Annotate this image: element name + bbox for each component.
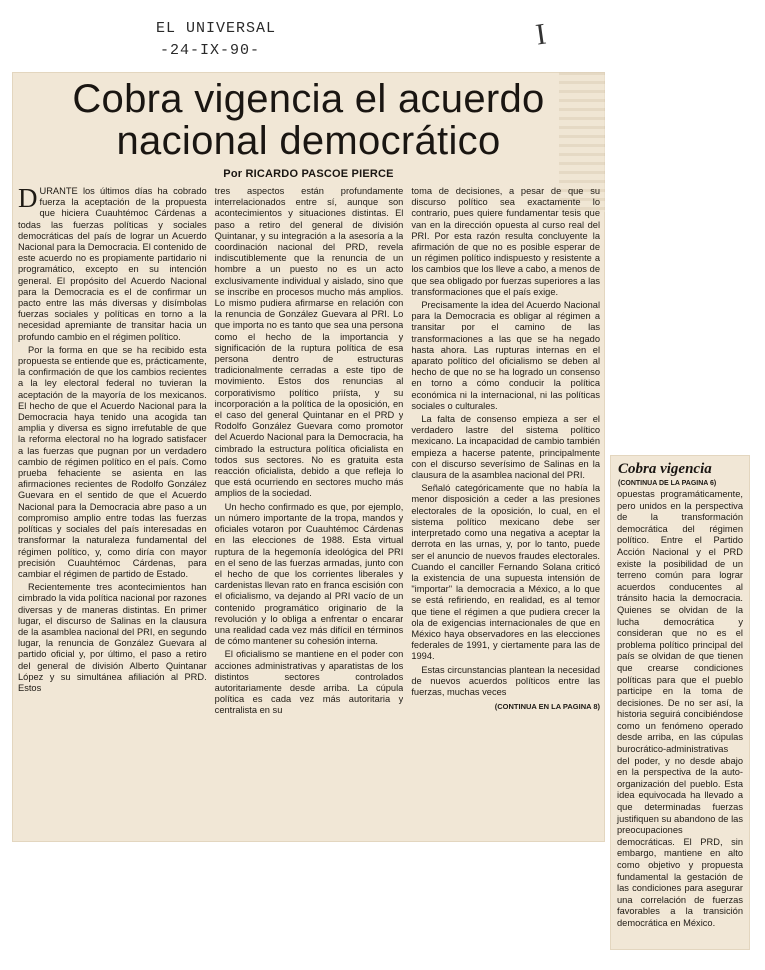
- date-stamp: -24-IX-90-: [160, 42, 261, 59]
- paragraph: tres aspectos están profundamente interrelacionados entre sí, aunque son acontecimientos y situaciones distintas. El paso a retiro del general de división Quintanar, y su integración a la asesoría a la coordinación nacional del PRD, revela indiscutiblemente que la renuncia de un hombre a un puesto no es un acto exclusivamente individual y aislado, sino que se inscribe en procesos mucho más amplios. Lo mismo pudiera afirmarse en relación con la renuncia de González Guevara al PRI. Lo que importa no es tanto que sea una persona como el hecho de la importancia y significación de la ruptura política de esa persona dentro de estructuras tradicionalmente cerradas a este tipo de movimiento. Estos dos renuncias al corporativismo político priísta, y su incorporación a la política de la oposición, en el caso del general Quintanar en el PRD y Rodolfo González Guevara como promotor del Acuerdo Nacional para la Democracia, ha cimbrado la estructura política oficialista en todos sus sectores. No es gratuita esta reacción oficialista, debido a que refleja lo que está ocurriendo en sectores mucho más amplios de la sociedad.: [214, 186, 404, 499]
- paragraph: Un hecho confirmado es que, por ejemplo, un número importante de la tropa, mandos y oficiales votaron por Cuauhtémoc Cárdenas en las elecciones de 1988. Esta virtual ruptura de la hegemonía ideológica del PRI en el seno de las fuerzas armadas, junto con el hecho de que los corrientes liberales y cardenistas llevan rato en franca escisión con el oficialismo, va dejando al PRI vacío de un contenido programático originario de la revolución y lo obliga a enfrentar o encarar una realidad cada vez más difícil en términos de cómo mantener su cohesión interna.: [214, 501, 404, 647]
- article-column-2: [215, 186, 404, 836]
- article-column-1: [18, 186, 207, 836]
- main-clipping: [12, 72, 605, 842]
- continuation-title: Cobra vigencia: [618, 461, 712, 477]
- headline: [12, 78, 605, 162]
- article-column-3: [411, 186, 600, 836]
- paragraph: Por la forma en que se ha recibido esta propuesta se entiende que es, prácticamente, la confirmación de que los cambios recientes a la ley electoral federal no tuvieran la aceptación de la mayoría de los mexicanos. El hecho de que el Acuerdo Nacional para la Democracia haya tenido una acogida tan amplia y diversa es signo irrefutable de que la reforma electoral no ha logrado satisfacer a las fuerzas que pugnan por un verdadero cambio de régimen político en el país. Como prueba fehaciente se asienta en las afirmaciones recientes de Rodolfo González Guevara en el sentido de que el Acuerdo Nacional para la Democracia abre paso a un compromiso amplio entre todas las fuerzas políticas y sociales del país interesadas en transformar la naturaleza fundamental del régimen político, y, como diría con mayor precisión Cuauhtémoc Cárdenas, para cambiar el régimen de partido de Estado.: [18, 344, 207, 579]
- continuation-clipping: [610, 455, 750, 950]
- newspaper-stamp: EL UNIVERSAL: [156, 20, 277, 37]
- paragraph: Señaló categóricamente que no había la menor disposición a ceder a las presiones electorales de la oposición, lo cual, en el sistema político mexicano debe ser interpretado como una negativa a aceptar la derrota en las urnas, y, por lo tanto, puede ser el anuncio de nuevos fraudes electorales. Cuando el canciller Fernando Solana criticó la existencia de una supuesta intensión de "importar" la democracia a México, a lo que se está refiriendo, en realidad, es al temor que tiene el régimen a que pudiera crecer la ola de exigencias internacionales de que en México haya observadores en las elecciones federales de 1991, y ciertamente para las de 1994.: [411, 483, 601, 662]
- article-body: [18, 186, 600, 836]
- paragraph: La falta de consenso empieza a ser el verdadero lastre del sistema político mexicano. La incapacidad de cambio también empieza a hacerse patente, principalmente con el discurso severísimo de Salinas en la clausura de la asamblea nacional del PRI.: [411, 414, 601, 481]
- paragraph: Estas circunstancias plantean la necesidad de nuevos acuerdos políticos entre las fuerzas, muchas veces: [411, 664, 601, 697]
- continuation-note: (CONTINUA DE LA PAGINA 6): [618, 480, 717, 487]
- folio-mark: I: [533, 17, 549, 52]
- paragraph: Precisamente la idea del Acuerdo Nacional para la Democracia es obligar al régimen a transitar por el camino de las transformaciones a las que se ha negado hasta ahora. Las rupturas internas en el aparato político del oficialismo se deben al hecho de que no se ha logrado un consenso en torno a cómo conducir la política económica ni la internacional, ni las políticas sociales o culturales.: [411, 300, 601, 411]
- byline: Por RICARDO PASCOE PIERCE: [223, 168, 394, 180]
- continued-note: (CONTINUA EN LA PAGINA 8): [494, 702, 601, 712]
- paragraph: toma de decisiones, a pesar de que su discurso político sea exactamente lo contrario, pues quiere fundamentar tesis que van en la dirección opuesta al curso real del PRI. Por esta razón resulta concluyente la afirmación de que no es posible esperar de un régimen político indispuesto y resistente a los cambios que los lleve a cabo, a menos de que sea obligado por fuerzas superiores a las transformaciones que el país exige.: [411, 186, 601, 297]
- headline-line-1: Cobra vigencia el acuerdo: [72, 77, 545, 121]
- paragraph: Recientemente tres acontecimientos han cimbrado la vida política nacional por razones diversas y de maneras distintas. En primer lugar, el discurso de Salinas en la clausura de la asamblea nacional del PRI, en segundo lugar, la renuncia de González Guevara al partido oficial y, por último, el paso a retiro del general de división Alberto Quintanar López y su simultánea afiliación al PRD. Estos: [18, 582, 207, 693]
- paragraph: El oficialismo se mantiene en el poder con acciones administrativas y aparatistas de los distintos sectores controlados autoritariamente desde arriba. La cúpula política es cada vez más autoritaria y centralista en su: [214, 649, 404, 716]
- headline-line-2: nacional democrático: [116, 119, 501, 163]
- paragraph: DURANTE los últimos días ha cobrado fuerza la aceptación de la propuesta que hiciera Cuauhtémoc Cárdenas a todas las fuerzas políticas y sociales democráticas del país de lograr un Acuerdo Nacional para la Democracia. El contenido de este acuerdo no es propiamente partidario ni programático, excepto en su intención general. El propósito del Acuerdo Nacional para la Democracia es el de confirmar un pacto entre las más diversas y disímbolas fuerzas sociales y políticas en torno a la necesidad apremiante de transitar hacia un profundo cambio en el régimen político.: [18, 186, 207, 342]
- drop-cap: D: [18, 186, 38, 213]
- continuation-text: opuestas programáticamente, pero unidos en la perspectiva de la transformación democrática del régimen político. Entre el Partido Acción Nacional y el PRD existe la posibilidad de un terreno común para lograr acuerdos conducentes al tránsito hacia la democracia. Quienes se olvidan de la lucha democrática y consideran que no es el problema político principal del país se olvidan de que tienen que crearse condiciones políticas para que el pueblo participe en la toma de decisiones. De no ser así, la historia seguirá concibiéndose como un fenómeno operado desde arriba, en las cúpulas burocrático-administrativas del poder, y no desde abajo en la perspectiva de la auto-organización del pueblo. Esta idea equivocada ha llevado a que determinadas fuerzas justifiquen su abandono de las preocupaciones democráticas. El PRD, sin embargo, mantiene en alto como objetivo y propuesta fundamental la gestación de las condiciones para asegurar una correlación de fuerzas favorables a la transición democrática en México.: [617, 489, 743, 928]
